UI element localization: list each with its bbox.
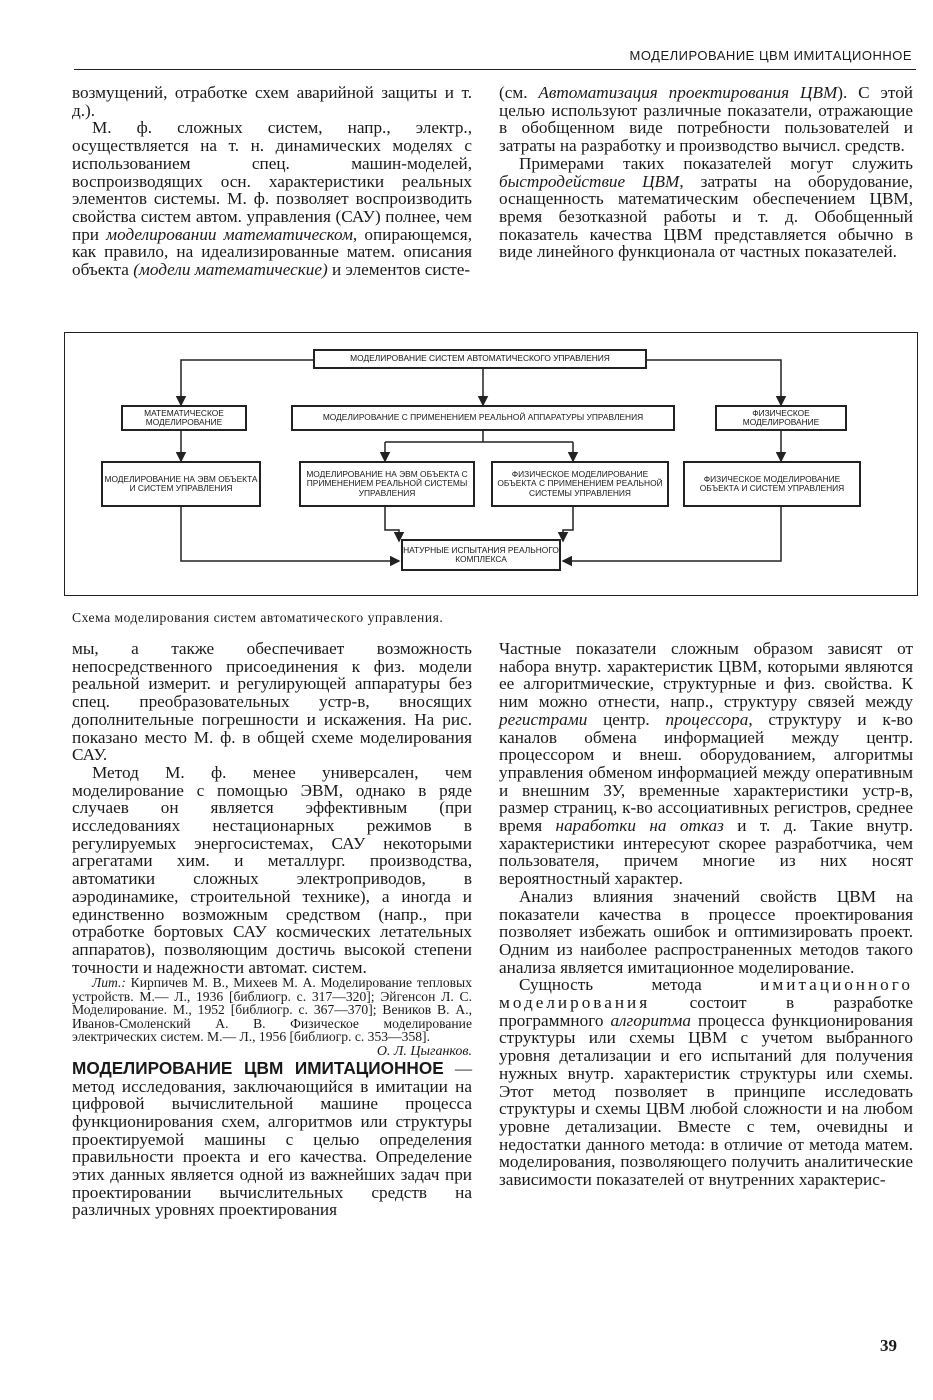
top-left-column (72, 84, 472, 279)
references-label: Лит.: (92, 975, 126, 991)
references: Лит.: Кирпичев М. В., Михеев М. А. Моделирование тепловых устройств. М.— Л., 1936 [библиогр. с. 317—320]; Эйгенсон Л. С. Моделирование. М., 1952 [библиогр. с. 367—370]; Веников В. А., Иванов-Смоленский А. В. Физическое моделирование электрических систем. М.— Л., 1956 [библиогр. с. 353—358]. (72, 975, 472, 1045)
paragraph: возмущений, отработке схем аварийной защиты и т. д.). (72, 83, 472, 120)
bottom-right-column (499, 640, 913, 1189)
paragraph: М. ф. сложных систем, напр., электр., осуществляется на т. н. динамических моделях с использованием спец. машин-моделей, воспроизводящих осн. характеристики реальных элементов системы. М. ф. позволяет воспроизводить свойства систем автом. управления (САУ) полнее, чем при моделировании математическом, опирающемся, как правило, на идеализированные матем. описания объекта (модели математические) и элементов систе- (72, 118, 472, 280)
cross-reference[interactable]: регистрами (499, 709, 588, 729)
node-physical-modeling-with-real-control: ФИЗИЧЕСКОЕ МОДЕЛИРОВАНИЕ ОБЪЕКТА С ПРИМЕНЕНИЕМ РЕАЛЬНОЙ СИСТЕМЫ УПРАВЛЕНИЯ (491, 461, 669, 507)
figure-caption: Схема моделирования систем автоматического управления. (72, 610, 444, 625)
cross-reference[interactable]: наработки на отказ (555, 816, 724, 836)
top-right-column (499, 84, 913, 261)
node-mathematical-modeling: МАТЕМАТИЧЕСКОЕ МОДЕЛИРОВАНИЕ (121, 405, 247, 431)
paragraph: Примерами таких показателей могут служить быстродействие ЦВМ, затраты на оборудование, оснащенность математическим обеспечением ЦВМ, время безотказной работы и т. д. Обобщенный показатель качества ЦВМ представляется обычно в виде линейного функционала от частных показателей. (499, 153, 913, 262)
cross-reference[interactable]: процессора (665, 709, 749, 729)
spaced-term: имитационного моделирования (499, 975, 913, 1013)
paragraph: (см. Автоматизация проектирования ЦВМ). С этой целью используют различные показатели, отражающие в обобщенном виде потребности пользователей и затраты на разработку и производство вычисл. средств. (499, 83, 913, 156)
paragraph: Сущность метода имитационного моделирования состоит в разработке программного алгоритма процесса функционирования структуры или схемы ЦВМ с учетом выбранного уровня детализации и его испытаний для получения нужных внутр. характеристик структуры или схемы. Этот метод позволяет в принципе исследовать структуры и схемы ЦВМ любой сложности и на любом уровне детализации. Вместе с тем, очевидны и недостатки данного метода: в отличие от метода матем. моделирования, позволяющего получить аналитические зависимости показателей от внутренних характерис- (499, 975, 913, 1190)
node-computer-modeling-object-and-control: МОДЕЛИРОВАНИЕ НА ЭВМ ОБЪЕКТА И СИСТЕМ УПРАВЛЕНИЯ (101, 461, 261, 507)
author-signature: О. Л. Цыганков. (376, 1043, 472, 1059)
node-automatic-control-modeling: МОДЕЛИРОВАНИЕ СИСТЕМ АВТОМАТИЧЕСКОГО УПРАВЛЕНИЯ (313, 349, 647, 369)
node-computer-modeling-with-real-control: МОДЕЛИРОВАНИЕ НА ЭВМ ОБЪЕКТА С ПРИМЕНЕНИЕМ РЕАЛЬНОЙ СИСТЕМЫ УПРАВЛЕНИЯ (299, 461, 475, 507)
cross-reference[interactable]: (модели математические) (133, 260, 328, 280)
node-field-tests: НАТУРНЫЕ ИСПЫТАНИЯ РЕАЛЬНОГО КОМПЛЕКСА (401, 539, 561, 571)
cross-reference[interactable]: алгоритма (610, 1010, 691, 1030)
node-physical-modeling-object-and-control: ФИЗИЧЕСКОЕ МОДЕЛИРОВАНИЕ ОБЪЕКТА И СИСТЕМ УПРАВЛЕНИЯ (683, 461, 861, 507)
running-header: МОДЕЛИРОВАНИЕ ЦВМ ИМИТАЦИОННОЕ (629, 48, 912, 63)
node-physical-modeling: ФИЗИЧЕСКОЕ МОДЕЛИРОВАНИЕ (715, 405, 847, 431)
paragraph: Метод М. ф. менее универсален, чем моделирование с помощью ЭВМ, однако в ряде случаев он является эффективным (при исследованиях нестационарных режимов в регулируемых энергосистемах, САУ некоторыми агрегатами хим. и металлург. производства, автоматики сложных электроприводов, в аэродинамике, строительной технике), а иногда и единственно возможным средством (напр., при отработке бортовых САУ космических летательных аппаратов), позволяющим достичь высокой степени точности и надежности автомат. систем. (72, 762, 472, 977)
entry-paragraph: МОДЕЛИРОВАНИЕ ЦВМ ИМИТАЦИОННОЕ — метод исследования, заключающийся в имитации на цифровой вычислительной машине процесса функционирования схем, алгоритмов или структуры проектируемой машины с целью определения правильности проекта и его качества. Определение этих данных является одной из важнейших задач при проектировании вычислительных средств на различных уровнях проектирования (72, 1057, 473, 1220)
node-real-hardware-modeling: МОДЕЛИРОВАНИЕ С ПРИМЕНЕНИЕМ РЕАЛЬНОЙ АППАРАТУРЫ УПРАВЛЕНИЯ (291, 405, 675, 431)
paragraph: Частные показатели сложным образом зависят от набора внутр. характеристик ЦВМ, которыми являются ее алгоритмические, структурные и физ. свойства. К ним можно отнести, напр., структуру связей между регистрами центр. процессора, структуру и к-во каналов обмена информацией между центр. процессором и внеш. оборудованием, алгоритмы управления обменом информацией между оперативным и внешним ЗУ, временные характеристики устр-в, размер страниц, к-во ассоциативных регистров, среднее время наработки на отказ и т. д. Такие внутр. характеристики интересуют скорее разработчика, чем пользователя, причем многие из них носят вероятностный характер. (499, 639, 914, 889)
entry-title: МОДЕЛИРОВАНИЕ ЦВМ ИМИТАЦИОННОЕ (72, 1057, 444, 1078)
cross-reference[interactable]: быстродействие ЦВМ (499, 171, 680, 191)
cross-reference[interactable]: моделировании математическом (106, 224, 353, 244)
paragraph: мы, а также обеспечивает возможность непосредственного присоединения к физ. модели реальной измерит. и регулирующей аппаратуры без спец. преобразовательных устр-в, вносящих дополнительные погрешности и искажения. На рис. показано место М. ф. в общей схеме моделирования САУ. (72, 639, 472, 765)
flow-diagram (64, 332, 918, 596)
cross-reference[interactable]: Автоматизация проектирования ЦВМ (538, 83, 838, 102)
paragraph: Анализ влияния значений свойств ЦВМ на показатели качества в процессе проектирования позволяет избежать ошибок и оптимизировать проект. Одним из наиболее распространенных методов такого анализа является имитационное моделирование. (499, 886, 913, 977)
bottom-left-column (72, 640, 472, 1219)
header-rule (74, 69, 916, 70)
page-number: 39 (880, 1336, 897, 1355)
